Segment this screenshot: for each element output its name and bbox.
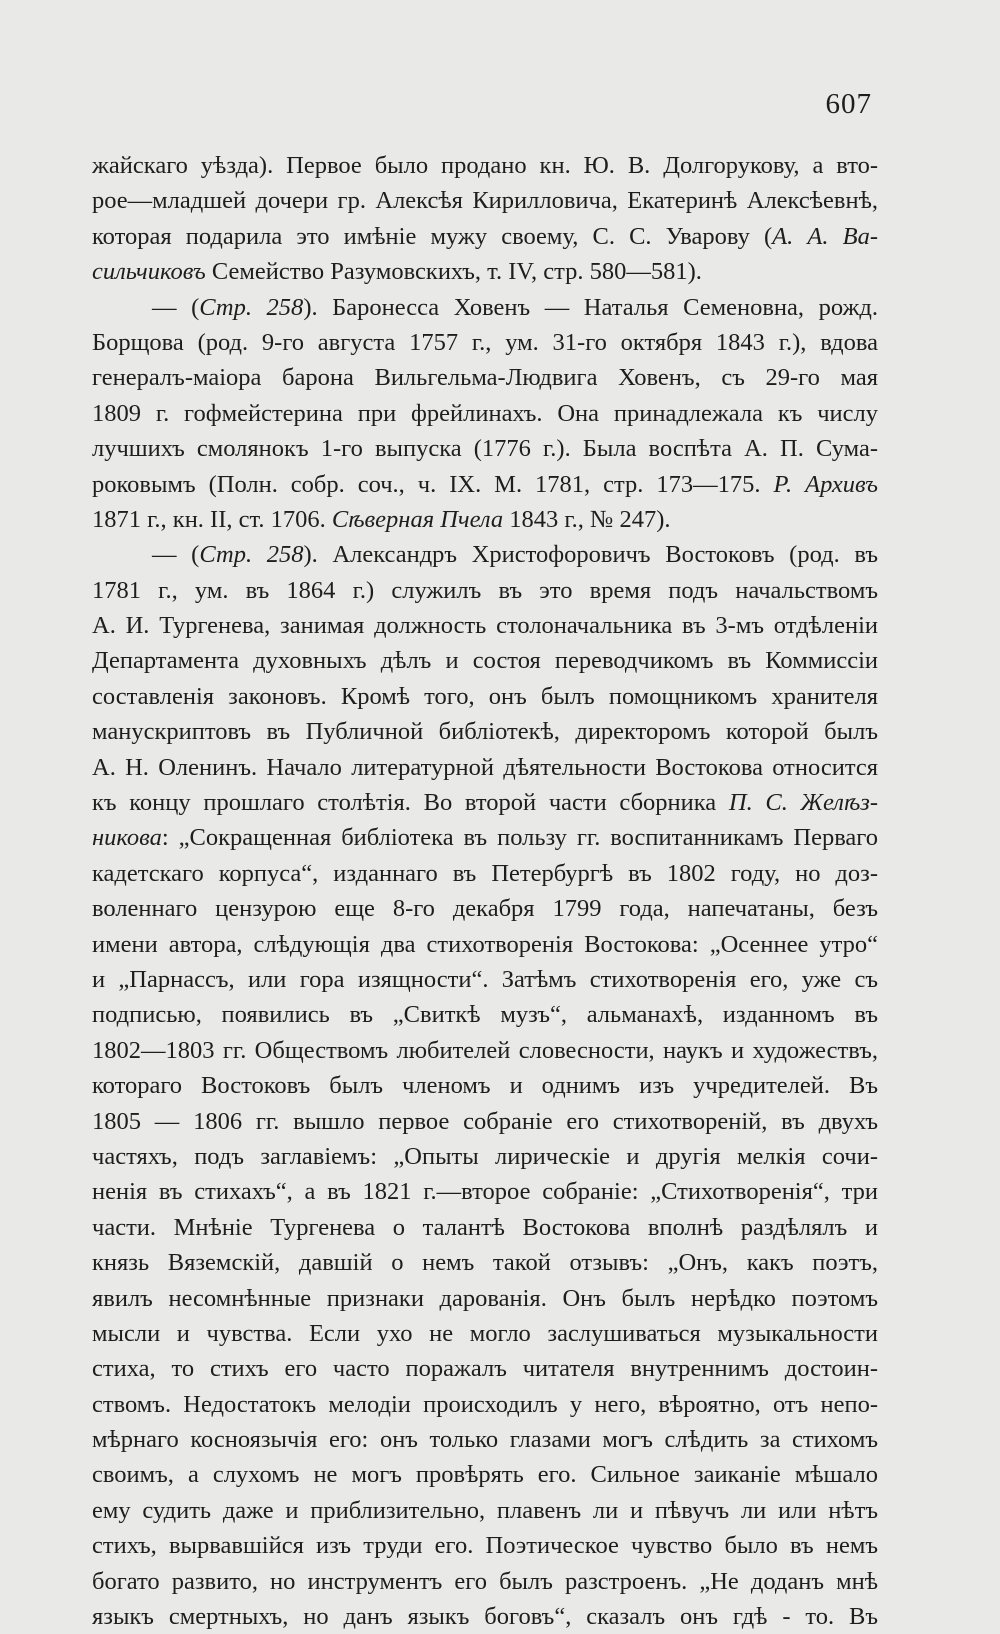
text-segment: Департамента духовныхъ дѣлъ и состоя переводчикомъ въ Коммиссіи	[92, 647, 878, 675]
text-segment: мѣрнаго косноязычія его: онъ только глазами могъ слѣдить за стихомъ	[92, 1426, 878, 1454]
text-segment: А. Н. Оленинъ. Начало литературной дѣятельности Востокова относится	[92, 753, 878, 781]
text-line	[92, 714, 878, 749]
text-line	[92, 891, 878, 926]
text-segment: которая подарила это имѣніе мужу своему, С. С. Уварову (	[92, 222, 773, 250]
text-segment: ему судить даже и приблизительно, плавенъ ли и пѣвучъ ли или нѣтъ	[92, 1496, 878, 1524]
text-line	[92, 1068, 878, 1103]
text-segment: 1809 г. гофмейстерина при фрейлинахъ. Она принадлежала къ числу	[92, 399, 878, 427]
text-segment: 1802—1803 гг. Обществомъ любителей словесности, наукъ и художествъ,	[92, 1036, 878, 1064]
text-segment: имени автора, слѣдующія два стихотворенія Востокова: „Осеннее утро“	[92, 930, 878, 958]
italic-text: Стр. 258	[199, 541, 304, 569]
text-line	[92, 325, 878, 360]
text-line	[92, 1564, 878, 1599]
page-number: 607	[825, 88, 872, 120]
text-line	[92, 1599, 878, 1634]
text-segment: 1781 г., ум. въ 1864 г.) служилъ въ это время подъ начальствомъ	[92, 576, 878, 604]
text-segment: языкъ смертныхъ, но данъ языкъ боговъ“, сказалъ онъ гдѣ - то. Въ	[92, 1603, 878, 1631]
text-segment: манускриптовъ въ Публичной библіотекѣ, директоромъ которой былъ	[92, 718, 878, 746]
text-line	[92, 1528, 878, 1563]
italic-text: сильчиковъ	[92, 258, 206, 286]
text-segment: и „Парнассъ, или гора изящности“. Затѣмъ стихотворенія его, уже съ	[92, 965, 878, 993]
text-segment: воленнаго цензурою еще 8-го декабря 1799 года, напечатаны, безъ	[92, 895, 878, 923]
italic-text: Стр. 258	[199, 293, 304, 321]
italic-text: Р. Архивъ	[773, 470, 878, 498]
text-segment: ). Александръ Христофоровичъ Востоковъ (род. въ	[303, 541, 878, 569]
text-line	[92, 1139, 878, 1174]
text-line	[92, 997, 878, 1032]
text-line	[92, 1457, 878, 1492]
text-line	[92, 219, 878, 254]
text-line	[92, 643, 878, 678]
text-segment: — (	[152, 293, 200, 321]
text-line	[92, 1387, 878, 1422]
text-line	[92, 254, 878, 289]
text-line	[92, 1316, 878, 1351]
text-line	[92, 1210, 878, 1245]
text-segment: князь Вяземскій, давшій о немъ такой отзывъ: „Онъ, какъ поэтъ,	[92, 1249, 878, 1277]
text-segment: Семейство Разумовскихъ, т. IV, стр. 580—581).	[205, 258, 702, 286]
text-segment: — (	[152, 541, 200, 569]
text-segment: 1843 г., № 247).	[503, 505, 671, 533]
text-segment: жайскаго уѣзда). Первое было продано кн. Ю. В. Долгорукову, а вто-	[92, 152, 878, 179]
text-segment: 1805 — 1806 гг. вышло первое собраніе его стихотвореній, въ двухъ	[92, 1107, 878, 1135]
text-line	[92, 183, 878, 218]
text-segment: ненія въ стихахъ“, а въ 1821 г.—второе собраніе: „Стихотворенія“, три	[92, 1178, 878, 1206]
text-segment: ). Баронесса Ховенъ — Наталья Семеновна, рожд.	[303, 293, 878, 321]
text-line	[92, 1174, 878, 1209]
text-line	[92, 679, 878, 714]
text-segment: своимъ, а слухомъ не могъ провѣрять его. Сильное заиканіе мѣшало	[92, 1461, 878, 1489]
text-segment: : „Сокращенная библіотека въ пользу гг. воспитанникамъ Перваго	[161, 824, 878, 852]
body-text	[92, 148, 878, 1634]
text-segment: генералъ-маіора барона Вильгельма-Людвига Ховенъ, съ 29-го мая	[92, 364, 878, 392]
text-segment: роковымъ (Полн. собр. соч., ч. IX. М. 1781, стр. 173—175.	[92, 470, 774, 498]
text-line	[92, 396, 878, 431]
text-segment: 1871 г., кн. II, ст. 1706.	[92, 505, 332, 533]
text-line	[92, 608, 878, 643]
text-line	[92, 820, 878, 855]
text-segment: Борщова (род. 9-го августа 1757 г., ум. 31-го октября 1843 г.), вдова	[92, 328, 878, 356]
text-segment: лучшихъ смолянокъ 1-го выпуска (1776 г.). Была воспѣта А. П. Сума-	[92, 435, 878, 463]
text-line	[92, 467, 878, 502]
text-segment: стиха, то стихъ его часто поражалъ читателя внутреннимъ достоин-	[92, 1355, 878, 1383]
italic-text: П. С. Желѣз-	[728, 789, 879, 817]
text-line	[92, 856, 878, 891]
text-line	[92, 1104, 878, 1139]
text-segment: подписью, появились въ „Свиткѣ музъ“, альманахѣ, изданномъ въ	[92, 1001, 878, 1029]
text-line	[92, 290, 878, 325]
text-segment: мысли и чувства. Если ухо не могло заслушиваться музыкальности	[92, 1319, 878, 1347]
text-line	[92, 360, 878, 395]
text-line	[92, 1493, 878, 1528]
italic-text: Сѣверная Пчела	[331, 505, 504, 533]
text-line	[92, 148, 878, 183]
text-segment: ствомъ. Недостатокъ мелодіи происходилъ у него, вѣроятно, отъ непо-	[92, 1390, 878, 1418]
text-line	[92, 962, 878, 997]
text-segment: богато развито, но инструментъ его былъ разстроенъ. „Не доданъ мнѣ	[92, 1567, 878, 1595]
text-segment: части. Мнѣніе Тургенева о талантѣ Востокова вполнѣ раздѣлялъ и	[92, 1213, 878, 1241]
text-line	[92, 785, 878, 820]
text-line	[92, 502, 878, 537]
text-segment: частяхъ, подъ заглавіемъ: „Опыты лирическіе и другія мелкія сочи-	[92, 1142, 878, 1170]
text-line	[92, 431, 878, 466]
text-segment: явилъ несомнѣнные признаки дарованія. Онъ былъ нерѣдко поэтомъ	[92, 1284, 878, 1312]
text-segment: составленія законовъ. Кромѣ того, онъ былъ помощникомъ хранителя	[92, 682, 878, 710]
text-line	[92, 750, 878, 785]
text-line	[92, 573, 878, 608]
text-segment: кадетскаго корпуса“, изданнаго въ Петербургѣ въ 1802 году, но доз-	[92, 859, 878, 887]
text-line	[92, 1033, 878, 1068]
text-line	[92, 927, 878, 962]
text-line	[92, 1351, 878, 1386]
text-segment: къ концу прошлаго столѣтія. Во второй части сборника	[92, 789, 729, 817]
text-segment: котораго Востоковъ былъ членомъ и однимъ изъ учредителей. Въ	[92, 1072, 878, 1100]
text-segment: стихъ, вырвавшійся изъ труди его. Поэтическое чувство было въ немъ	[92, 1532, 878, 1560]
text-segment: рое—младшей дочери гр. Алексѣя Кирилловича, Екатеринѣ Алексѣевнѣ,	[92, 187, 878, 215]
italic-text: А. А. Ва-	[772, 222, 879, 250]
italic-text: никова	[92, 824, 162, 852]
text-line	[92, 1422, 878, 1457]
text-line	[92, 1245, 878, 1280]
text-line	[92, 1281, 878, 1316]
text-segment: А. И. Тургенева, занимая должность столоначальника въ 3-мъ отдѣленіи	[92, 612, 878, 640]
text-line	[92, 537, 878, 572]
